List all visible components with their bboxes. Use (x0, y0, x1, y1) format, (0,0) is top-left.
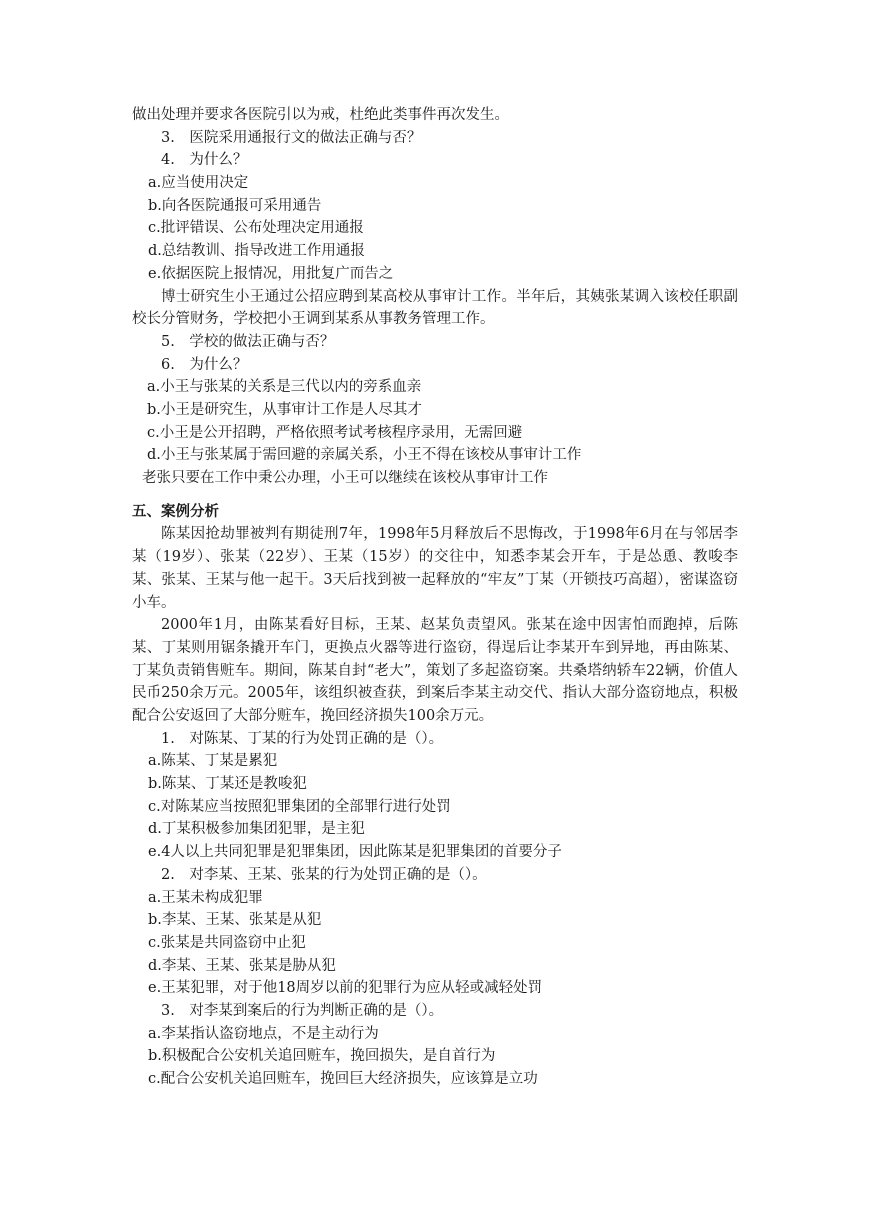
section-heading: 五、案例分析 (132, 503, 219, 520)
question-5: 5. 学校的做法正确与否？ (161, 333, 335, 350)
option-c2-e: e.王某犯罪，对于他18周岁以前的犯罪行为应从轻或减轻处罚 (148, 980, 543, 997)
case-paragraph-2: 2000年1月，由陈某看好目标，王某、赵某负责望风。张某在途中因害怕而跑掉，后陈某、丁某则用锯条撬开车门，更换点火器等进行盗窃，得逞后让李某开车到异地，再由陈某、丁某负责销售赃车。期间，陈某自封“老大”，策划了多起盗窃案。共桑塔纳轿车22辆，价值人民币250余万元。2005年，该组织被查获，到案后李某主动交代、指认大部分盗窃地点，积极配合公安返回了大部分赃车，挽回经济损失100余万元。 (132, 617, 738, 725)
option-q6-c: c.小王是公开招聘，严格依照考试考核程序录用，无需回避 (147, 424, 523, 441)
option-q6-d: d.小王与张某属于需回避的亲属关系，小王不得在该校从事审计工作 (147, 447, 582, 464)
question-4: 4. 为什么？ (161, 152, 248, 169)
case-question-1: 1. 对陈某、丁某的行为处罚正确的是（）。 (161, 730, 444, 747)
option-c2-a: a.王某未构成犯罪 (148, 889, 263, 906)
option-q4-a: a.应当使用决定 (148, 175, 249, 192)
option-c3-c: c.配合公安机关追回赃车，挽回巨大经济损失，应该算是立功 (148, 1071, 538, 1088)
case-question-3: 3. 对李某到案后的行为判断正确的是（）。 (161, 1002, 444, 1019)
option-q4-d: d.总结教训、指导改进工作用通报 (148, 243, 365, 260)
paragraph-tail: 做出处理并要求各医院引以为戒，杜绝此类事件再次发生。 (132, 107, 509, 123)
option-q6-a: a.小王与张某的关系是三代以内的旁系血亲 (147, 379, 422, 396)
option-c1-c: c.对陈某应当按照犯罪集团的全部罪行进行处罚 (148, 798, 451, 815)
option-q4-e: e.依据医院上报情况，用批复广而告之 (148, 265, 394, 282)
question-6: 6. 为什么？ (161, 356, 248, 373)
option-c1-b: b.陈某、丁某还是教唆犯 (148, 776, 307, 793)
option-c2-c: c.张某是共同盗窃中止犯 (148, 934, 306, 951)
option-c1-e: e.4人以上共同犯罪是犯罪集团，因此陈某是犯罪集团的首要分子 (148, 844, 562, 861)
document-body (132, 104, 738, 1091)
case-paragraph-1: 陈某因抢劫罪被判有期徒刑7年，1998年5月释放后不思悔改，于1998年6月在与邻居李某（19岁）、张某（22岁）、王某（15岁）的交往中，知悉李某会开车，于是怂恿、教唆李某、张某、王某与他一起干。3天后找到被一起释放的“牢友”丁某（开锁技巧高超），密谋盗窃小车。 (132, 526, 738, 611)
option-q6-b: b.小王是研究生，从事审计工作是人尽其才 (147, 401, 422, 418)
question-3: 3. 医院采用通报行文的做法正确与否？ (161, 129, 422, 146)
option-c1-d: d.丁某积极参加集团犯罪，是主犯 (148, 821, 365, 838)
option-q6-note: 老张只要在工作中秉公办理，小王可以继续在该校从事审计工作 (142, 470, 548, 487)
case-question-2: 2. 对李某、王某、张某的行为处罚正确的是（）。 (161, 866, 487, 883)
option-q4-b: b.向各医院通报可采用通告 (148, 197, 322, 214)
option-c3-a: a.李某指认盗窃地点，不是主动行为 (148, 1025, 379, 1042)
option-c2-d: d.李某、王某、张某是胁从犯 (148, 957, 336, 974)
case-paragraph-xiaowang: 博士研究生小王通过公招应聘到某高校从事审计工作。半年后，其姨张某调入该校任职副校长分管财务，学校把小王调到某系从事教务管理工作。 (132, 288, 738, 328)
option-q4-c: c.批评错误、公布处理决定用通报 (148, 220, 364, 237)
option-c3-b: b.积极配合公安机关追回赃车，挽回损失，是自首行为 (148, 1048, 496, 1065)
option-c2-b: b.李某、王某、张某是从犯 (148, 912, 322, 929)
option-c1-a: a.陈某、丁某是累犯 (148, 753, 278, 770)
